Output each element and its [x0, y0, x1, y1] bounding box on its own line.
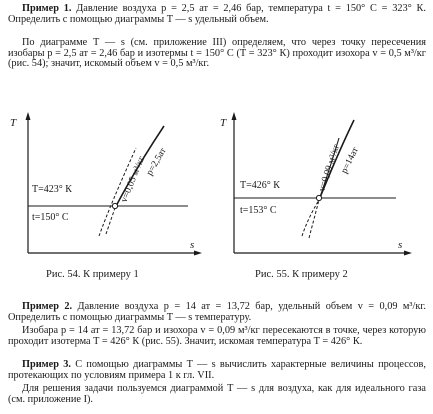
solution-1-paragraph — [8, 38, 426, 70]
fig54-axis-s-label: s — [190, 239, 195, 251]
example-3-text: С помощью диаграммы T — s вычислить характерные величины процессов, протекающих по условиям примера 1 к гл. VII. — [8, 359, 426, 381]
solution-3-text: Для решения задачи пользуемся диаграммой T — s для воздуха, как для идеального газа (см. приложение I). — [8, 383, 426, 405]
fig54-isochore-label: v=0,05 м³/кг — [119, 154, 148, 205]
solution-3-paragraph — [8, 384, 426, 405]
solution-2-text: Изобара p = 14 ат = 13,72 бар и изохора v = 0,09 м³/кг пересекаются в точке, через которую проходит изотерма T = 426° К (рис. 55). Значит, искомая температура T = 426° К. — [8, 325, 426, 347]
fig55-axis-t-label: T — [220, 117, 227, 129]
example-2-label: Пример 2. — [22, 301, 73, 312]
fig54-temp-c-label: t=150° С — [32, 212, 69, 223]
fig55-axis-s-label: s — [398, 239, 403, 251]
solution-2-paragraph — [8, 326, 426, 347]
fig54-axis-t-label: T — [10, 117, 17, 129]
fig55-isobar-label: p=14ат — [339, 146, 361, 176]
fig54-isobar-label: p=2,5ат — [144, 146, 169, 178]
solution-1-text: По диаграмме T — s (см. приложение III) определяем, что через точку пересечения изобары p = 2,5 ат = 2,46 бар и изотермы t = 150° С (T = 323° К) проходит изохора v = 0,5 м³/кг (рис. 54); значит, искомый объем v = 0,5 м³/кг. — [8, 37, 426, 70]
example-1-paragraph — [8, 4, 426, 25]
figure-54-caption: Рис. 54. К примеру 1 — [46, 269, 139, 280]
figure-55-caption: Рис. 55. К примеру 2 — [255, 269, 348, 280]
figure-55-ts-diagram — [218, 108, 423, 260]
fig55-temp-k-label: T=426° К — [240, 180, 280, 191]
example-1-label: Пример 1. — [22, 3, 72, 14]
figure-54-ts-diagram — [6, 108, 211, 260]
fig55-isochore-label: v=0,09 м³/кг — [317, 143, 343, 193]
example-1-text: Давление воздуха p = 2,5 ат = 2,46 бар, температура t = 150° С = 323° К. Определить с помощью диаграммы T — s удельный объем. — [8, 3, 426, 25]
example-3-paragraph — [8, 360, 426, 381]
example-2-text: Давление воздуха p = 14 ат = 13,72 бар, удельный объем v = 0,09 м³/кг. Определить с помощью диаграммы T — s температуру. — [8, 301, 427, 323]
fig54-temp-k-label: T=423° К — [32, 184, 72, 195]
example-2-paragraph — [8, 302, 426, 323]
fig55-temp-c-label: t=153° С — [240, 205, 277, 216]
example-3-label: Пример 3. — [22, 359, 71, 370]
